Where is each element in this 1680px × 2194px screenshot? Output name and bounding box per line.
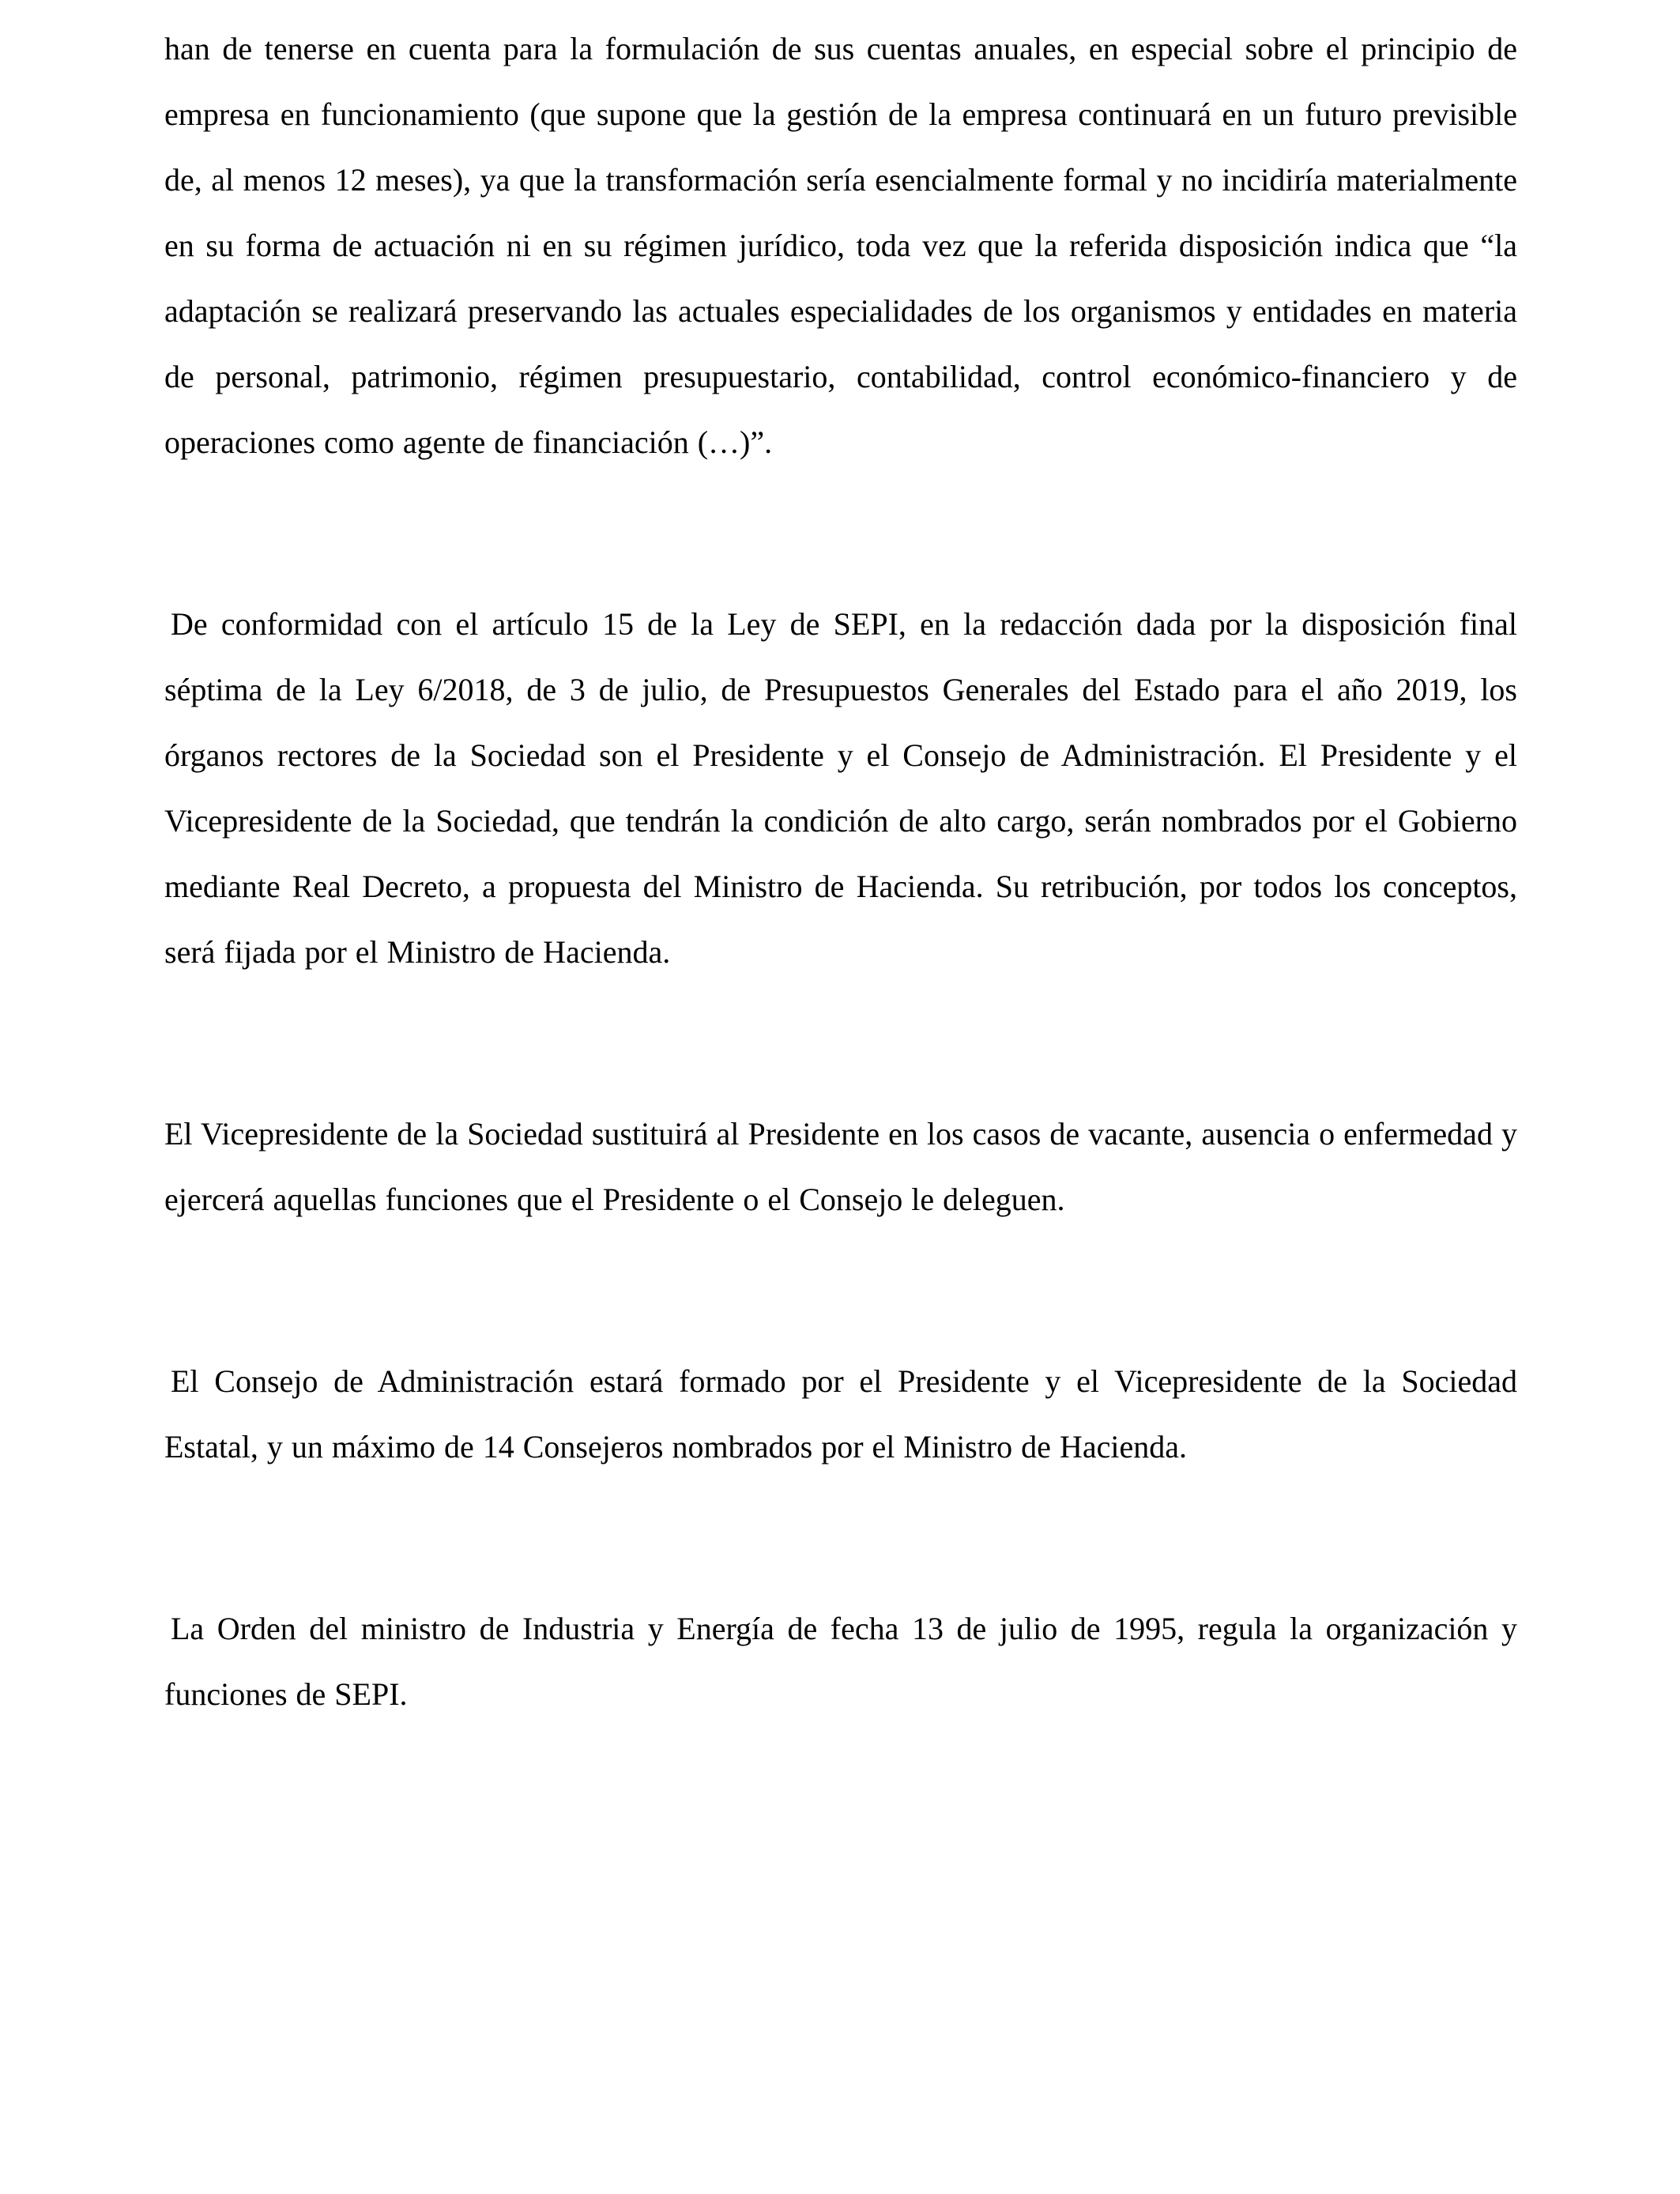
document-paragraph-vicepresidente: El Vicepresidente de la Sociedad sustituirá al Presidente en los casos de vacante, ausencia o enfermedad y ejercerá aquellas funciones que el Presidente o el Consejo le deleguen. [164,1116,1517,1217]
document-paragraph-orden-ministro: La Orden del ministro de Industria y Energía de fecha 13 de julio de 1995, regula la organización y funciones de SEPI. [164,1611,1517,1712]
document-paragraph-continuation: han de tenerse en cuenta para la formulación de sus cuentas anuales, en especial sobre el principio de empresa en funcionamiento (que supone que la gestión de la empresa continuará en un futuro previsible de, al menos 12 meses), ya que la transformación sería esencialmente formal y no incidiría materialmente en su forma de actuación ni en su régimen jurídico, toda vez que la referida disposición indica que “la adaptación se realizará preservando las actuales especialidades de los organismos y entidades en materia de personal, patrimonio, régimen presupuestario, contabilidad, control económico-financiero y de operaciones como agente de financiación (…)”. [164,31,1517,460]
document-paragraph-consejo-administracion: El Consejo de Administración estará formado por el Presidente y el Vicepresidente de la Sociedad Estatal, y un máximo de 14 Consejeros nombrados por el Ministro de Hacienda. [164,1363,1517,1465]
document-paragraph-organos-rectores: De conformidad con el artículo 15 de la Ley de SEPI, en la redacción dada por la disposición final séptima de la Ley 6/2018, de 3 de julio, de Presupuestos Generales del Estado para el año 2019, los órganos rectores de la Sociedad son el Presidente y el Consejo de Administración. El Presidente y el Vicepresidente de la Sociedad, que tendrán la condición de alto cargo, serán nombrados por el Gobierno mediante Real Decreto, a propuesta del Ministro de Hacienda. Su retribución, por todos los conceptos, será fijada por el Ministro de Hacienda. [164,606,1517,970]
